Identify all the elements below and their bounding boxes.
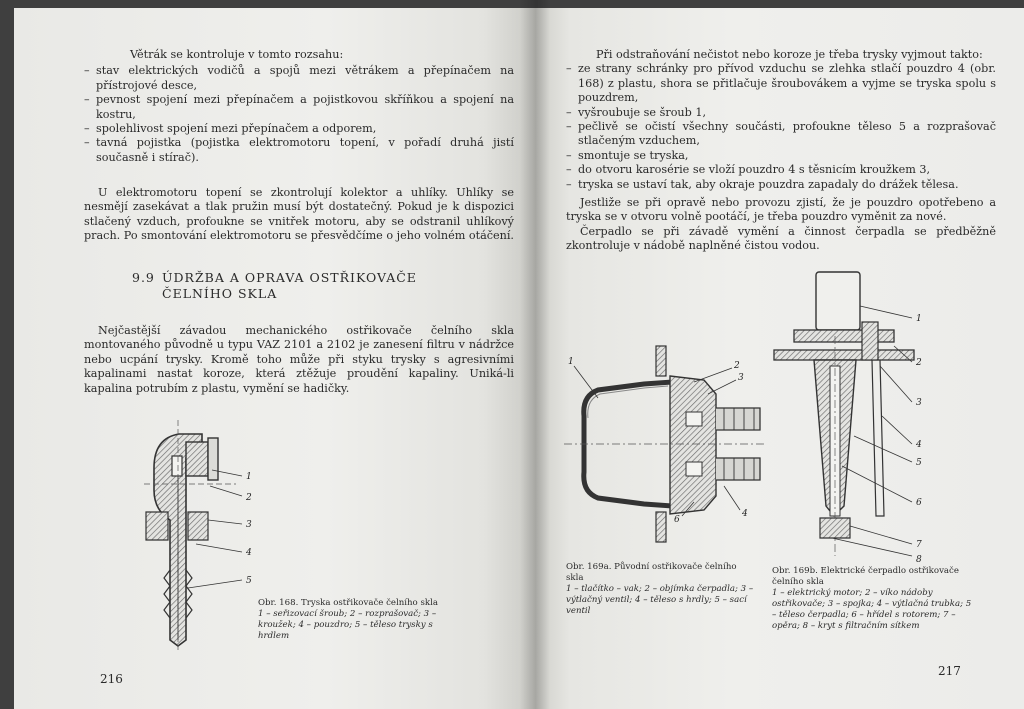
right-page (536, 8, 1024, 709)
figure-label: 1 (916, 314, 922, 324)
figure-169b-caption (772, 566, 972, 632)
figure-label: 1 (246, 472, 252, 482)
list-item: – stav elektrických vodičů a spojů mezi větrákem a přepínačem na přístrojové desce, (84, 64, 514, 93)
figure-label: 2 (734, 361, 740, 371)
defects-paragraph: Nejčastější závadou mechanického ostřikovače čelního skla montovaného původně u typu VAZ 2101 a 2102 je zanesení filtru v nádržce nebo ucpání trysky. Kromě toho může při styku trysky s agresivními kapalinami nastat koroze, která ztěžuje proudění kapaliny. Uniká-li kapalina potrubím z plastu, vymění se hadičky. (84, 324, 514, 395)
pump-body (564, 346, 764, 542)
removal-intro: Při odstraňování nečistot nebo koroze je třeba trysky vyjmout takto: (596, 48, 983, 61)
repair-paragraph: Jestliže se při opravě nebo provozu zjistí, že je pouzdro opotřebeno a tryska se v otvoru volně pootáčí, je třeba pouzdro vyměnit za nové. (566, 196, 996, 224)
removal-steps-block (566, 48, 996, 254)
figure-label: 5 (916, 458, 922, 468)
electric-pump-diagram (772, 266, 932, 566)
manual-pump-diagram (564, 346, 764, 546)
figure-label: 4 (916, 440, 922, 450)
ventilator-check-block (84, 48, 514, 165)
list-item: – ze strany schránky pro přívod vzduchu se zlehka stlačí pouzdro 4 (obr. 168) z plastu, shora se přitlačuje šroubovákem a vyjme se tryska spolu s pouzdrem, (566, 62, 996, 105)
figure-label: 5 (246, 576, 252, 586)
pump-paragraph: Čerpadlo se při závadě vymění a činnost čerpadla se předběžně zkontroluje v nádobě naplněné čistou vodou. (566, 224, 996, 253)
pump-body (774, 272, 914, 556)
caption-legend: 1 – elektrický motor; 2 – víko nádoby ostřikovače; 3 – spojka; 4 – výtlačná trubka; 5 – těleso čerpadla; 6 – hřídel s rotorem; 7 – opěra; 8 – kryt s filtračním sítkem (772, 588, 972, 631)
caption-title: Obr. 169a. Původní ostřikovače čelního skla (566, 562, 737, 583)
figure-label: 6 (674, 515, 680, 525)
figure-label: 8 (916, 555, 922, 565)
list-item: – smontuje se tryska, (566, 149, 996, 163)
page-number: 217 (938, 664, 961, 678)
figure-169a-caption (566, 562, 754, 617)
section-heading (132, 270, 452, 302)
section-number: 9.9 (132, 270, 155, 285)
list-item: – tryska se ustaví tak, aby okraje pouzdra zapadaly do drážek tělesa. (566, 178, 996, 192)
left-page (14, 8, 536, 709)
figure-label: 3 (916, 398, 922, 408)
nozzle-diagram (124, 420, 264, 650)
figure-label: 4 (742, 509, 748, 519)
caption-title: Obr. 168. Tryska ostřikovače čelního skla (258, 598, 438, 608)
figure-label: 7 (916, 540, 922, 550)
list-item: – do otvoru karosérie se vloží pouzdro 4 s těsnicím kroužkem 3, (566, 163, 996, 177)
figure-label: 1 (568, 357, 574, 367)
motor-paragraph: U elektromotoru topení se zkontrolují kolektor a uhlíky. Uhlíky se nesmějí zasekávat a tlak pružin musí být dostatečný. Pokud je k dispozici stlačený vzduch, profoukne se vnitřek motoru, aby se odstranil uhlíkový prach. Po smontování elektromotoru se přesvědčíme o jeho volném otáčení. (84, 186, 514, 243)
page-number: 216 (100, 672, 123, 686)
section-title-line-1: ÚDRŽBA A OPRAVA OSTŘIKOVAČE (162, 270, 417, 285)
caption-legend: 1 – tlačítko – vak; 2 – objímka čerpadla; 3 – výtlačný ventil; 4 – těleso s hrdly; 5 – sací ventil (566, 584, 754, 616)
figure-168-caption (258, 598, 448, 642)
ventilator-intro: Větrák se kontroluje v tomto rozsahu: (130, 48, 344, 61)
figure-label: 2 (246, 493, 252, 503)
list-item: – pečlivě se očistí všechny součásti, profoukne těleso 5 a rozprašovač stlačeným vzduchem, (566, 120, 996, 149)
book-gutter (520, 0, 550, 709)
removal-steps-list (566, 62, 996, 192)
figure-label: 2 (916, 358, 922, 368)
list-item: – vyšroubuje se šroub 1, (566, 106, 996, 120)
list-item: – tavná pojistka (pojistka elektromotoru topení, v pořadí druhá jistí současně i stírač). (84, 136, 514, 165)
figure-label: 3 (738, 373, 744, 383)
caption-title: Obr. 169b. Elektrické čerpadlo ostřikovače čelního skla (772, 566, 959, 587)
figure-label: 3 (246, 520, 252, 530)
figure-label: 6 (916, 498, 922, 508)
caption-legend: 1 – seřizovací šroub; 2 – rozprašovač; 3 – kroužek; 4 – pouzdro; 5 – těleso trysky s hrdlem (258, 609, 437, 641)
list-item: – pevnost spojení mezi přepínačem a pojistkovou skříňkou a spojení na kostru, (84, 93, 514, 122)
section-title-line-2: ČELNÍHO SKLA (162, 286, 278, 301)
ventilator-check-list (84, 64, 514, 165)
figure-label: 4 (246, 548, 252, 558)
list-item: – spolehlivost spojení mezi přepínačem a odporem, (84, 122, 514, 136)
nozzle-body (144, 420, 236, 650)
